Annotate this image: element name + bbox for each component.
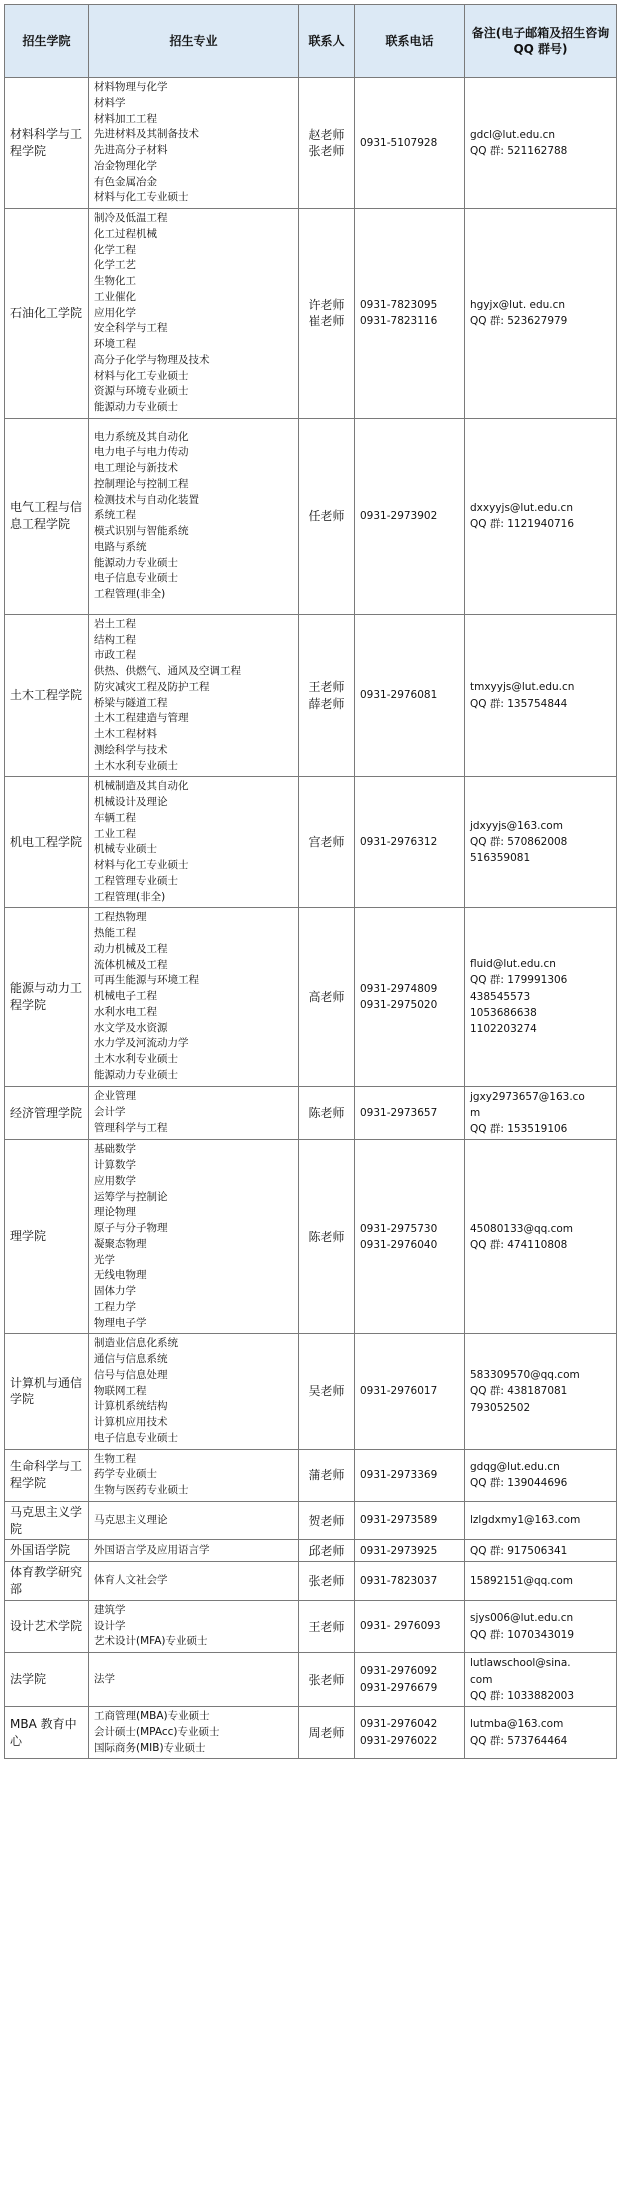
major-item: 国际商务(MIB)专业硕士 [94,1741,206,1754]
note-line: 1053686638 [470,1007,537,1019]
note-cell [465,1600,617,1652]
contact-name: 许老师 [308,298,345,313]
major-item: 工商管理(MBA)专业硕士 [94,1710,210,1723]
major-item: 药学专业硕士 [94,1468,157,1481]
contact-cell [299,1140,355,1334]
note-cell [465,1449,617,1501]
note-line: QQ 群: 917506341 [470,1544,568,1557]
major-item: 土木水利专业硕士 [94,759,178,772]
major-item: 高分子化学与物理及技术 [94,353,210,366]
major-item: 水文学及水资源 [94,1021,168,1034]
note-cell [465,614,617,777]
table-row [5,1449,617,1501]
major-item: 体育人文社会学 [94,1574,168,1587]
note-line: QQ 群: 474110808 [470,1238,568,1251]
table-row [5,777,617,908]
major-item: 模式识别与智能系统 [94,525,189,538]
major-item: 防灾减灾工程及防护工程 [94,680,210,693]
note-line: 516359081 [470,852,531,865]
major-item: 机械设计及理论 [94,796,168,808]
major-item: 无线电物理 [94,1269,147,1282]
header-note: 备注(电子邮箱及招生咨询 QQ 群号) [465,5,617,78]
majors-cell [89,1086,299,1140]
major-item: 物联网工程 [94,1384,147,1397]
majors-cell [89,908,299,1086]
header-majors: 招生专业 [89,5,299,78]
note-line: lutmba@163.com [470,1718,564,1731]
header-phone: 联系电话 [355,5,465,78]
college-cell: 理学院 [5,1140,89,1334]
note-cell [465,1562,617,1601]
major-item: 电工理论与新技术 [94,462,178,475]
contact-cell [299,1540,355,1562]
major-item: 会计硕士(MPAcc)专业硕士 [94,1725,220,1738]
phone-number: 0931-2973589 [360,1514,438,1527]
major-item: 检测技术与自动化装置 [94,493,199,506]
note-line: 15892151@qq.com [470,1575,574,1588]
major-item: 机械专业硕士 [94,843,157,856]
major-item: 热能工程 [94,927,136,939]
note-line: com [470,1673,493,1686]
major-item: 冶金物理化学 [94,159,157,172]
table-row [5,1334,617,1449]
note-line: jgxy2973657@163.co [470,1090,585,1103]
college-cell: 马克思主义学院 [5,1501,89,1540]
major-item: 机械电子工程 [94,990,157,1002]
major-item: 土木水利专业硕士 [94,1053,178,1065]
major-item: 设计学 [94,1619,126,1632]
contact-cell [299,1501,355,1540]
note-line: 793052502 [470,1401,531,1414]
phone-number: 0931-2976312 [360,836,438,849]
major-item: 先进材料及其制备技术 [94,128,199,141]
phone-cell [355,78,465,209]
contact-name: 张老师 [308,144,345,158]
major-item: 土木工程建造与管理 [94,712,189,725]
contact-name: 王老师 [308,1619,345,1634]
major-item: 能源动力专业硕士 [94,556,178,569]
major-item: 会计学 [94,1106,126,1119]
note-cell [465,1501,617,1540]
college-cell: 土木工程学院 [5,614,89,777]
phone-number: 0931- 2976093 [360,1620,441,1633]
note-line: lutlawschool@sina. [470,1657,571,1670]
note-line: QQ 群: 570862008 [470,836,568,849]
major-item: 建筑学 [94,1603,126,1616]
note-line: QQ 群: 135754844 [470,697,568,710]
major-item: 应用化学 [94,306,136,319]
major-item: 化学工程 [94,243,136,256]
majors-cell [89,1653,299,1707]
note-line: QQ 群: 521162788 [470,145,568,157]
contact-name: 张老师 [308,1574,345,1589]
header-row [5,5,617,78]
major-item: 计算机系统结构 [94,1400,168,1413]
contact-cell [299,1707,355,1759]
table-row [5,418,617,614]
major-item: 企业管理 [94,1090,136,1103]
note-line: QQ 群: 1121940716 [470,518,575,531]
note-line: 583309570@qq.com [470,1369,580,1382]
phone-number: 0931-2973657 [360,1106,438,1119]
phone-number: 0931-5107928 [360,136,438,149]
contact-name: 王老师 [308,680,345,695]
note-cell [465,1140,617,1334]
note-line: fluid@lut.edu.cn [470,958,556,971]
major-item: 水利水电工程 [94,1005,157,1018]
phone-number: 0931-2976022 [360,1734,438,1747]
note-line: QQ 群: 179991306 [470,974,568,987]
major-item: 计算机应用技术 [94,1416,168,1429]
major-item: 有色金属冶金 [94,175,157,188]
phone-number: 0931-2974809 [360,982,438,995]
major-item: 供热、供燃气、通风及空调工程 [94,665,241,677]
major-item: 电路与系统 [94,540,147,553]
major-item: 工程管理(非全) [94,588,166,601]
note-cell [465,777,617,908]
majors-cell [89,1600,299,1652]
phone-cell [355,1140,465,1334]
major-item: 资源与环境专业硕士 [94,385,189,398]
note-line: lzlgdxmy1@163.com [470,1514,581,1527]
major-item: 先进高分子材料 [94,144,168,156]
contact-name: 任老师 [308,509,345,524]
header-college: 招生学院 [5,5,89,78]
phone-number: 0931-2976092 [360,1665,438,1678]
table-row [5,1540,617,1562]
major-item: 化学工艺 [94,259,136,272]
major-item: 流体机械及工程 [94,958,168,971]
major-item: 材料与化工专业硕士 [94,191,189,204]
note-line: QQ 群: 1033882003 [470,1689,575,1702]
major-item: 应用数学 [94,1174,136,1187]
note-line: dxxyyjs@lut.edu.cn [470,501,573,514]
college-cell: 外国语学院 [5,1540,89,1562]
table-row [5,1653,617,1707]
contact-cell [299,614,355,777]
major-item: 信号与信息处理 [94,1368,168,1381]
note-line: 45080133@qq.com [470,1222,574,1235]
contact-name: 崔老师 [308,314,345,329]
phone-number: 0931-7823037 [360,1575,438,1588]
phone-number: 0931-2975730 [360,1222,438,1235]
major-item: 马克思主义理论 [94,1513,168,1526]
note-line: QQ 群: 438187081 [470,1385,568,1398]
table-row [5,1562,617,1601]
note-line: sjys006@lut.edu.cn [470,1612,574,1625]
major-item: 机械制造及其自动化 [94,780,189,793]
phone-cell [355,1540,465,1562]
major-item: 岩土工程 [94,617,136,630]
major-item: 工业催化 [94,290,136,303]
majors-cell [89,1707,299,1759]
major-item: 理论物理 [94,1206,136,1219]
table-row [5,1600,617,1652]
phone-cell [355,1653,465,1707]
majors-cell [89,78,299,209]
major-item: 材料学 [94,96,126,109]
phone-cell [355,1449,465,1501]
contact-cell [299,418,355,614]
college-cell: 计算机与通信学院 [5,1334,89,1449]
college-cell: 生命科学与工程学院 [5,1449,89,1501]
college-cell: 材料科学与工程学院 [5,78,89,209]
table-row [5,1707,617,1759]
note-line: hgyjx@lut. edu.cn [470,299,566,312]
majors-cell [89,614,299,777]
major-item: 计算数学 [94,1159,136,1172]
major-item: 动力机械及工程 [94,942,168,955]
college-cell: 机电工程学院 [5,777,89,908]
phone-number: 0931-7823116 [360,315,438,328]
major-item: 材料与化工专业硕士 [94,369,189,382]
table-row [5,209,617,419]
major-item: 系统工程 [94,509,136,522]
college-cell: 体育教学研究部 [5,1562,89,1601]
note-line: QQ 群: 1070343019 [470,1628,575,1641]
phone-number: 0931-2976017 [360,1385,438,1398]
majors-cell [89,1449,299,1501]
note-cell [465,908,617,1086]
note-line: QQ 群: 153519106 [470,1123,568,1136]
major-item: 材料加工工程 [94,112,157,125]
note-line: jdxyyjs@163.com [470,819,563,832]
table-row [5,1140,617,1334]
majors-cell [89,1501,299,1540]
contact-cell [299,1086,355,1140]
table-row [5,908,617,1086]
phone-number: 0931-2973902 [360,510,438,523]
note-line: 1102203274 [470,1023,537,1036]
contact-name: 陈老师 [308,1229,345,1244]
major-item: 生物与医药专业硕士 [94,1484,189,1497]
major-item: 外国语言学及应用语言学 [94,1544,210,1557]
contact-name: 薛老师 [308,696,345,711]
major-item: 工业工程 [94,827,136,840]
contact-name: 蒲老师 [308,1468,345,1483]
phone-cell [355,1334,465,1449]
note-cell [465,78,617,209]
phone-cell [355,1600,465,1652]
contact-cell [299,1449,355,1501]
note-line: QQ 群: 523627979 [470,315,568,328]
phone-number: 0931-2973925 [360,1544,438,1557]
phone-cell [355,1707,465,1759]
majors-cell [89,1140,299,1334]
major-item: 可再生能源与环境工程 [94,974,199,987]
note-line: tmxyyjs@lut.edu.cn [470,681,575,694]
contact-name: 张老师 [308,1672,345,1687]
note-line: QQ 群: 139044696 [470,1477,568,1490]
major-item: 生物化工 [94,275,136,287]
contact-cell [299,1600,355,1652]
majors-cell [89,209,299,419]
note-line: gdqg@lut.edu.cn [470,1460,560,1473]
phone-number: 0931-2976042 [360,1718,438,1731]
major-item: 土木工程材料 [94,728,157,740]
major-item: 工程管理专业硕士 [94,874,178,887]
table-row [5,1501,617,1540]
major-item: 电力系统及其自动化 [94,430,189,443]
major-item: 电子信息专业硕士 [94,1431,178,1444]
contact-cell [299,777,355,908]
major-item: 工程力学 [94,1300,136,1313]
major-item: 市政工程 [94,649,136,662]
contact-cell [299,1334,355,1449]
majors-cell [89,418,299,614]
phone-number: 0931-2973369 [360,1469,438,1482]
phone-cell [355,1562,465,1601]
contact-cell [299,1653,355,1707]
table-row [5,1086,617,1140]
contact-name: 陈老师 [308,1105,345,1120]
contact-name: 贺老师 [308,1513,345,1528]
note-line: gdcl@lut.edu.cn [470,128,556,141]
major-item: 艺术设计(MFA)专业硕士 [94,1635,208,1648]
table-row [5,78,617,209]
major-item: 能源动力专业硕士 [94,401,178,413]
table-body [5,78,617,1759]
majors-cell [89,777,299,908]
major-item: 原子与分子物理 [94,1222,168,1235]
major-item: 管理科学与工程 [94,1121,168,1134]
major-item: 电子信息专业硕士 [94,572,178,585]
note-cell [465,418,617,614]
college-cell: 法学院 [5,1653,89,1707]
contact-name: 高老师 [308,989,345,1004]
phone-number: 0931-2976040 [360,1238,438,1251]
phone-number: 0931-2975020 [360,998,438,1011]
note-cell [465,209,617,419]
phone-number: 0931-2976081 [360,689,438,702]
major-item: 水力学及河流动力学 [94,1037,189,1050]
major-item: 基础数学 [94,1143,136,1156]
major-item: 光学 [94,1253,115,1266]
major-item: 法学 [94,1672,115,1685]
major-item: 电力电子与电力传动 [94,446,189,459]
majors-cell [89,1540,299,1562]
major-item: 测绘科学与技术 [94,743,168,756]
phone-cell [355,1501,465,1540]
note-cell [465,1086,617,1140]
major-item: 固体力学 [94,1285,136,1298]
major-item: 材料物理与化学 [94,81,168,93]
major-item: 结构工程 [94,633,136,646]
majors-cell [89,1562,299,1601]
major-item: 凝聚态物理 [94,1237,147,1250]
major-item: 控制理论与控制工程 [94,477,189,490]
college-cell: MBA 教育中心 [5,1707,89,1759]
major-item: 材料与化工专业硕士 [94,859,189,871]
contact-name: 邱老师 [308,1543,345,1558]
major-item: 物理电子学 [94,1316,147,1329]
major-item: 能源动力专业硕士 [94,1068,178,1081]
major-item: 工程管理(非全) [94,890,166,903]
major-item: 制造业信息化系统 [94,1337,178,1350]
note-cell [465,1334,617,1449]
contact-cell [299,78,355,209]
major-item: 环境工程 [94,338,136,350]
phone-cell [355,908,465,1086]
major-item: 化工过程机械 [94,227,157,240]
contact-cell [299,908,355,1086]
major-item: 运筹学与控制论 [94,1190,168,1203]
contact-cell [299,1562,355,1601]
contact-name: 赵老师 [308,127,345,142]
major-item: 制冷及低温工程 [94,212,168,224]
majors-cell [89,1334,299,1449]
major-item: 安全科学与工程 [94,322,168,335]
contact-cell [299,209,355,419]
college-cell: 经济管理学院 [5,1086,89,1140]
phone-cell [355,1086,465,1140]
major-item: 工程热物理 [94,911,147,924]
major-item: 桥梁与隧道工程 [94,696,168,709]
note-cell [465,1540,617,1562]
phone-cell [355,209,465,419]
note-line: m [470,1106,481,1119]
major-item: 生物工程 [94,1452,136,1465]
contact-name: 周老师 [308,1725,345,1740]
note-line: QQ 群: 573764464 [470,1734,568,1747]
admissions-table [4,4,617,1759]
contact-name: 宫老师 [308,835,345,850]
major-item: 车辆工程 [94,811,136,824]
phone-cell [355,614,465,777]
college-cell: 设计艺术学院 [5,1600,89,1652]
header-contact: 联系人 [299,5,355,78]
college-cell: 电气工程与信息工程学院 [5,418,89,614]
college-cell: 石油化工学院 [5,209,89,419]
note-cell [465,1707,617,1759]
major-item: 通信与信息系统 [94,1353,168,1366]
phone-number: 0931-7823095 [360,299,438,312]
note-cell [465,1653,617,1707]
phone-number: 0931-2976679 [360,1681,438,1694]
phone-cell [355,418,465,614]
contact-name: 吴老师 [308,1384,345,1399]
note-line: 438545573 [470,990,531,1003]
table-row [5,614,617,777]
college-cell: 能源与动力工程学院 [5,908,89,1086]
phone-cell [355,777,465,908]
